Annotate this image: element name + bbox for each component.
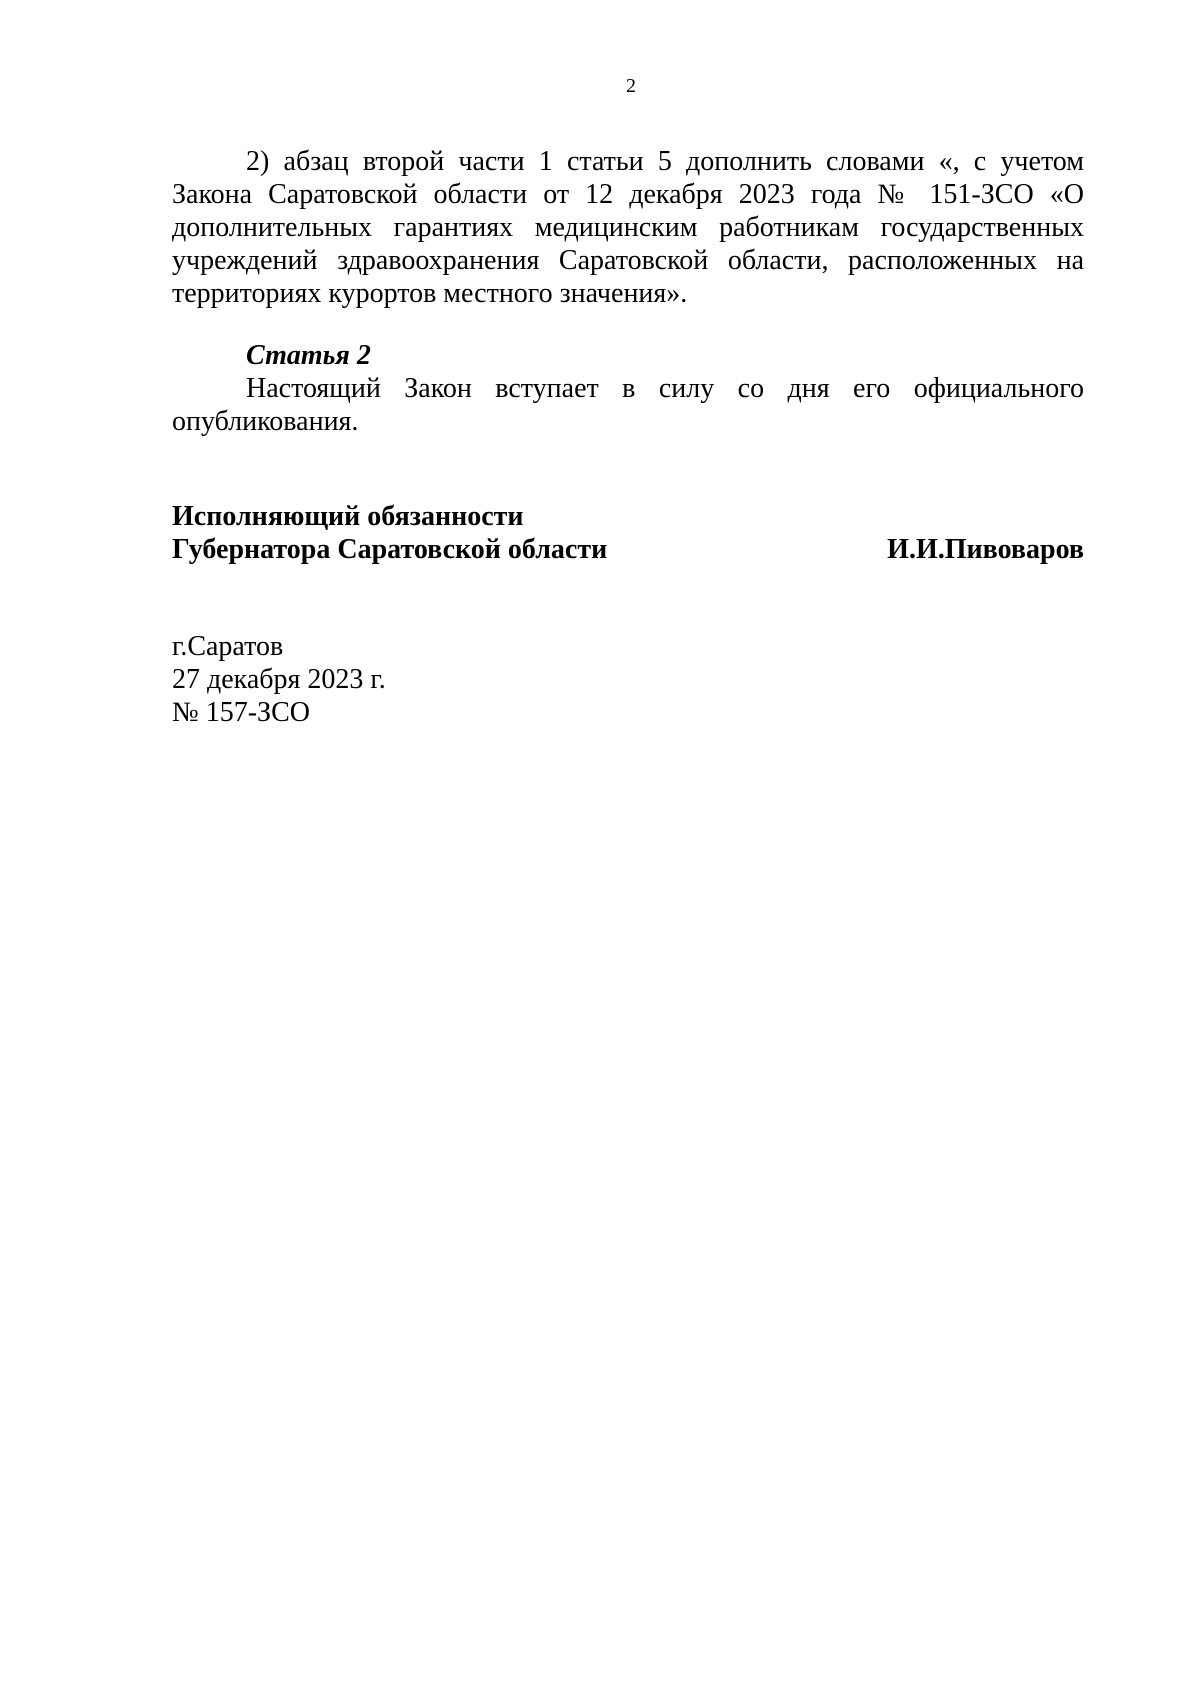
signature-title-line1: Исполняющий обязанности (172, 501, 524, 532)
signature-title-line2: Губернатора Саратовской области (172, 534, 608, 565)
place-date-block (172, 630, 386, 729)
date: 27 декабря 2023 г. (172, 664, 386, 695)
article-2-heading: Статья 2 (246, 340, 371, 371)
article-2 (172, 339, 1084, 438)
page-number: 2 (626, 75, 636, 97)
law-number: № 157-ЗСО (172, 697, 310, 728)
signatory-name: И.И.Пивоваров (887, 534, 1084, 565)
amendment-item-2-text: 2) абзац второй части 1 статьи 5 дополнить словами «, с учетом Закона Саратовской области от 12 декабря 2023 года № 151-ЗСО «О дополнительных гарантиях медицинским работникам государственных учреждений здравоохранения Саратовской области, расположенных на территориях курортов местного значения». (172, 146, 1084, 309)
city: г.Саратов (172, 631, 284, 662)
article-2-text: Настоящий Закон вступает в силу со дня его официального опубликования. (172, 373, 1084, 437)
amendment-item-2 (172, 145, 1084, 310)
signature-block (172, 500, 1084, 566)
signature-row (172, 533, 1084, 566)
